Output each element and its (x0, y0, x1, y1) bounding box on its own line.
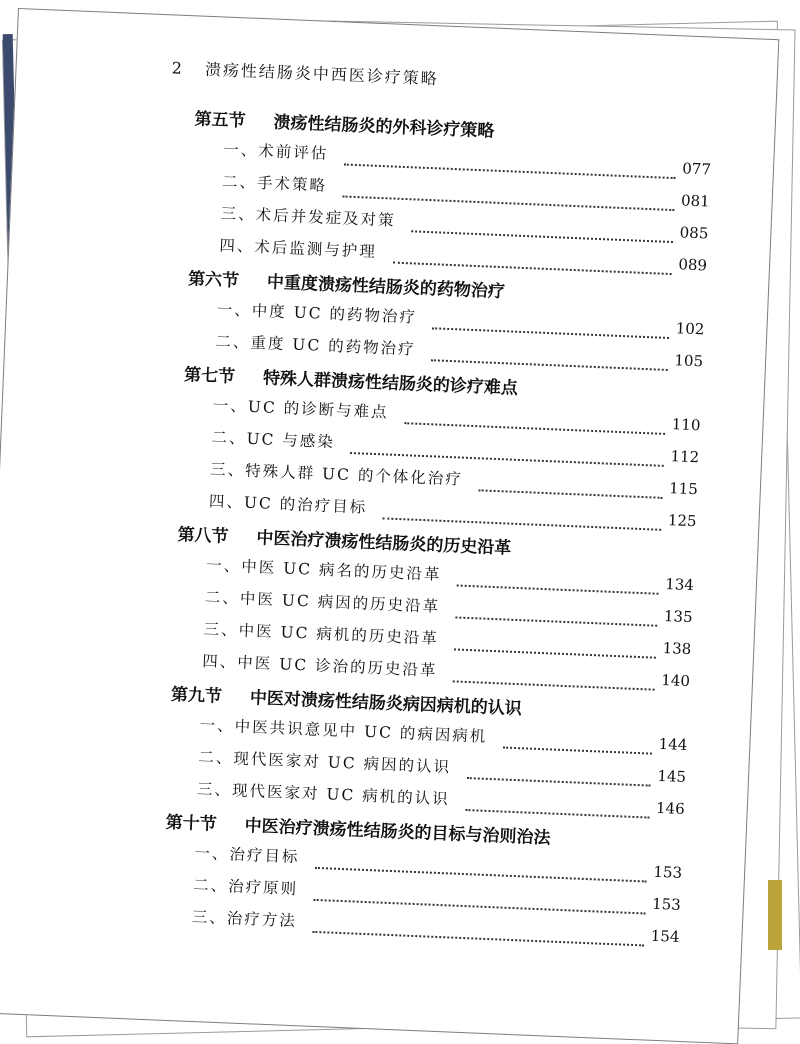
toc-entry-page: 077 (681, 159, 712, 179)
toc-entry-title: 三、术后并发症及对策 (220, 204, 396, 230)
toc-entry-title: 三、中医 UC 病机的历史沿革 (203, 620, 440, 648)
section-title: 特殊人群溃疡性结肠炎的诊疗难点 (262, 368, 519, 399)
section-title: 中医对溃疡性结肠炎病因病机的认识 (249, 688, 523, 720)
toc-entry-page: 153 (653, 862, 683, 882)
toc-entry-title: 二、中医 UC 病因的历史沿革 (204, 588, 441, 616)
toc-entry-page: 153 (651, 894, 682, 914)
section-title: 中重度溃疡性结肠炎的药物治疗 (266, 272, 506, 303)
book-title: 溃疡性结肠炎中西医诊疗策略 (204, 59, 440, 89)
toc-entry-title: 二、重度 UC 的药物治疗 (215, 332, 416, 359)
book-cover-edge (768, 880, 782, 950)
toc-entry-page: 112 (670, 447, 700, 467)
toc-entry-title: 二、现代医家对 UC 病因的认识 (198, 748, 452, 777)
dot-leader (457, 584, 659, 594)
dot-leader (312, 931, 644, 947)
dot-leader (431, 359, 668, 371)
toc-page (0, 8, 779, 1044)
toc-entry-page: 125 (667, 511, 697, 531)
dot-leader (465, 809, 650, 819)
section-title: 溃疡性结肠炎的外科诊疗策略 (273, 112, 495, 142)
section-number: 第五节 (194, 109, 246, 132)
dot-leader (456, 616, 658, 626)
toc-entry-title: 一、术前评估 (223, 140, 329, 163)
section-number: 第七节 (183, 365, 236, 388)
toc-entry-page: 135 (663, 607, 693, 627)
section-title: 中医治疗溃疡性结肠炎的历史沿革 (256, 528, 512, 559)
dot-leader (478, 489, 663, 499)
section-number: 第十节 (165, 812, 218, 835)
dot-leader (453, 680, 655, 690)
toc-entry-title: 一、中度 UC 的药物治疗 (216, 300, 418, 327)
toc-entry-title: 四、中医 UC 诊治的历史沿革 (202, 652, 438, 680)
toc-entry-title: 一、中医共识意见中 UC 的病因病机 (199, 716, 488, 746)
section-number: 第八节 (177, 524, 229, 548)
dot-leader (392, 262, 672, 275)
toc-entry-title: 一、中医 UC 病名的历史沿革 (205, 556, 442, 584)
dot-leader (454, 648, 656, 658)
toc-entry-page: 105 (674, 351, 704, 371)
dot-leader (411, 230, 673, 243)
toc-entry-title: 一、治疗目标 (194, 843, 300, 867)
dot-leader (432, 327, 669, 339)
dot-leader (467, 777, 652, 787)
table-of-contents (15, 97, 774, 946)
toc-entry-page: 145 (657, 766, 687, 787)
toc-entry-title: 四、术后监测与护理 (219, 236, 378, 261)
dot-leader (383, 517, 662, 530)
toc-entry-title: 二、治疗原则 (192, 875, 299, 899)
toc-entry-page: 146 (655, 798, 686, 819)
toc-entry-page: 110 (671, 415, 701, 435)
toc-entry-title: 三、治疗方法 (191, 907, 298, 931)
toc-entry-title: 四、UC 的治疗目标 (208, 492, 368, 517)
section-title: 中医治疗溃疡性结肠炎的目标与治则治法 (244, 815, 551, 849)
toc-entry-page: 102 (675, 319, 705, 339)
section-number: 第九节 (170, 684, 223, 707)
toc-entry-page: 081 (680, 191, 711, 211)
toc-entry-page: 138 (662, 638, 692, 659)
toc-entry-title: 二、手术策略 (221, 172, 328, 195)
toc-entry-title: 三、现代医家对 UC 病机的认识 (196, 780, 451, 809)
toc-entry-page: 140 (660, 670, 691, 691)
toc-entry-page: 089 (678, 255, 708, 275)
toc-entry-title: 三、特殊人群 UC 的个体化治疗 (209, 460, 464, 489)
toc-entry-page: 154 (650, 926, 680, 946)
dot-leader (404, 422, 665, 435)
toc-entry-page: 134 (664, 575, 695, 595)
running-header (171, 55, 439, 89)
page-number: 2 (171, 58, 185, 78)
dot-leader (503, 747, 653, 755)
toc-entry-page: 115 (668, 479, 699, 499)
toc-entry-page: 085 (679, 223, 709, 243)
section-number: 第六节 (187, 269, 240, 292)
toc-entry-title: 二、UC 与感染 (211, 428, 336, 452)
toc-entry-title: 一、UC 的诊断与难点 (212, 396, 389, 422)
toc-entry-page: 144 (658, 734, 688, 755)
